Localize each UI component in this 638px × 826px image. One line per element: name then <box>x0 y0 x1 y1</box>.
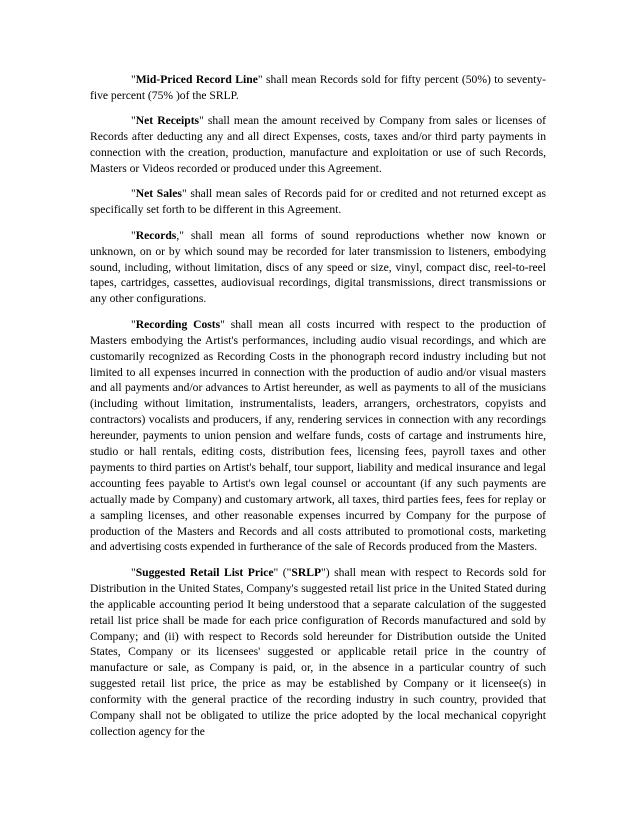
open-quote: " <box>131 228 136 242</box>
definition-net-sales <box>90 186 546 218</box>
definition-text: " shall mean the amount received by Company from sales or licenses of Records after deducting any and all direct Expenses, costs, taxes and/or third party payments in connection with the creation, production, manufacture and exploitation or use of such Records, Masters or Videos recorded or produced under this Agreement. <box>90 114 546 176</box>
open-quote: " <box>131 73 136 86</box>
definition-text: ," shall mean all forms of sound reproductions whether now known or unknown, on or by which sound may be recorded for later transmission to listeners, embodying sound, including, without limitation, discs of any speed or size, vinyl, compact disc, reel-to-reel tapes, cartridges, cassettes, audiovisual recordings, digital transmissions, direct transmissions or any other configurations. <box>90 228 546 306</box>
defined-term: Mid-Priced Record Line <box>135 73 258 86</box>
defined-term: Suggested Retail List Price <box>135 565 274 579</box>
document-page <box>90 72 546 740</box>
definition-recording-costs <box>90 317 546 556</box>
open-quote: " <box>131 114 136 128</box>
definition-text: ") shall mean with respect to Records sold for Distribution in the United States, Company's suggested retail list price in the United Stated during the applicable accounting period It being understood that a separate calculation of the suggested retail list price shall be made for each price configuration of Records manufactured and sold by Company; and (ii) with respect to Records sold hereunder for Distribution outside the United States, Company or its licensees' suggested or applicable retail price in the country of manufacture or sale, as Company is paid, or, in the absence in a particular country of such suggested retail list price, the price as may be established by Company or it licensee(s) in conformity with the general practice of the recording industry in such country, provided that Company shall not be obligated to utilize the price adopted by the local mechanical copyright collection agency for the <box>90 565 546 738</box>
defined-term: Net Receipts <box>135 114 200 128</box>
definition-suggested-retail-list-price <box>90 565 546 740</box>
defined-term: Recording Costs <box>135 317 221 331</box>
open-quote: " <box>131 565 136 579</box>
definition-text: " shall mean all costs incurred with respect to the production of Masters embodying the Artist's performances, including audio visual recordings, and which are customarily recognized as Recording Costs in the phonograph record industry including but not limited to all expenses incurred in connection with the production of audio and/or visual masters and all payments and/or advances to Artist hereunder, as well as payments to all of the musicians (including without limitation, instrumentalists, leaders, arrangers, orchestrators, copyists and contractors) vocalists and producers, if any, rendering services in connection with any recordings hereunder, payments to union pension and welfare funds, costs of cartage and instruments hire, studio or hall rentals, editing costs, distribution fees, licensing fees, payroll taxes and other payments to third parties on Artist's behalf, tour support, liability and medical insurance and legal accounting fees payable to Artist's own legal counsel or accountant (if any such payments are actually made by Company) and customary artwork, all taxes, third parties fees, fees for replay or a sampling licenses, and other reasonable expenses incurred by Company for the purpose of production of the Masters and Records and all costs attributed to promotional costs, marketing and advertising costs expended in furtherance of the sale of Records produced from the Masters. <box>90 317 546 554</box>
open-quote: " <box>131 317 136 331</box>
open-quote: " <box>131 187 136 201</box>
definition-mid-priced-record-line <box>90 72 546 104</box>
definition-text: " shall mean sales of Records paid for or credited and not returned except as specifically set forth to be different in this Agreement. <box>90 187 547 217</box>
defined-term: Records <box>135 228 177 242</box>
definition-records <box>90 228 546 308</box>
definition-text: " shall mean Records sold for fifty percent (50%) to seventy-five percent (75% )of the SRLP. <box>90 73 547 102</box>
defined-term-abbreviation: SRLP <box>291 565 322 579</box>
term-separator: " (" <box>273 565 292 579</box>
definition-net-receipts <box>90 113 546 177</box>
defined-term: Net Sales <box>135 187 182 201</box>
